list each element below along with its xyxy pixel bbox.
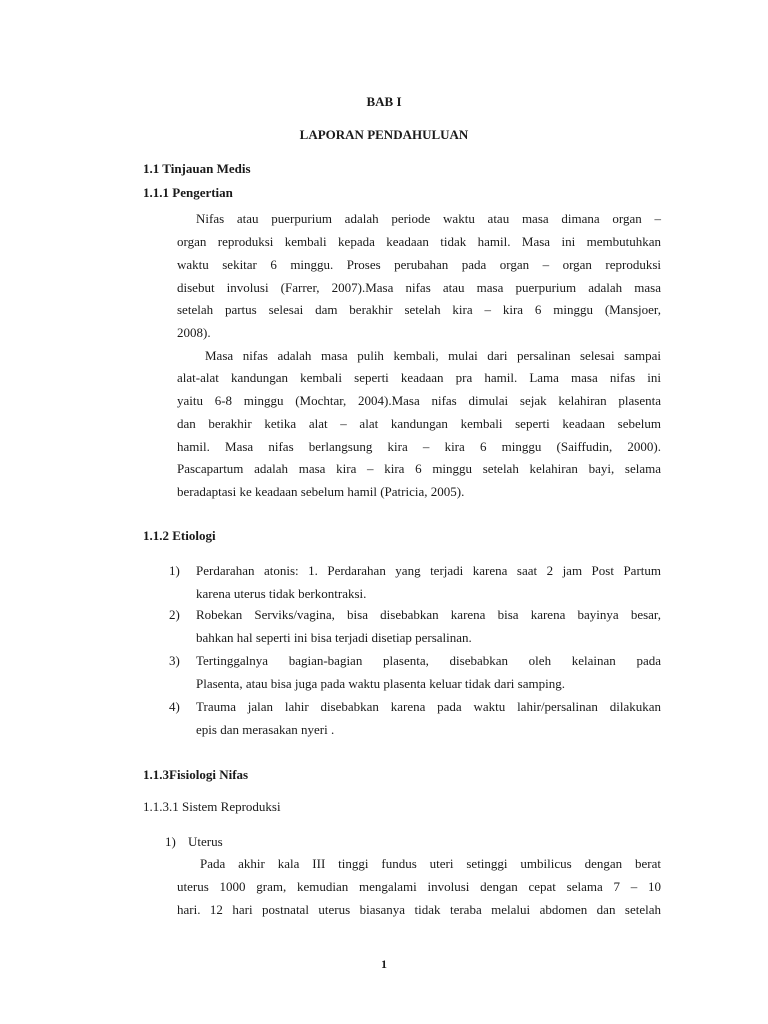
paragraph-line: Pada akhir kala III tinggi fundus uteri setinggi umbilicus dengan berat <box>200 856 661 871</box>
list-item-number: 2) <box>169 607 180 622</box>
list-item-line: Perdarahan atonis: 1. Perdarahan yang terjadi karena saat 2 jam Post Partum <box>196 563 661 578</box>
paragraph-line: alat-alat kandungan kembali seperti keadaan pra hamil. Lama masa nifas ini <box>177 370 661 385</box>
list-item-line: Tertinggalnya bagian-bagian plasenta, disebabkan oleh kelainan pada <box>196 653 661 668</box>
list-item-number: 3) <box>169 653 180 668</box>
document-title: LAPORAN PENDAHULUAN <box>299 127 469 142</box>
paragraph-line: 2008). <box>177 325 211 340</box>
list-item-number: 1) <box>169 563 180 578</box>
paragraph-line: dan berakhir ketika alat – alat kandungan kembali seperti keadaan sebelum <box>177 416 661 431</box>
list-item-line: Robekan Serviks/vagina, bisa disebabkan karena bisa karena bayinya besar, <box>196 607 661 622</box>
paragraph-line: waktu sekitar 6 minggu. Proses perubahan pada organ – organ reproduksi <box>177 257 661 272</box>
chapter-heading: BAB I <box>366 94 402 109</box>
section-heading-sistem-reproduksi: 1.1.3.1 Sistem Reproduksi <box>143 799 281 814</box>
list-item-line: Trauma jalan lahir disebabkan karena pada waktu lahir/persalinan dilakukan <box>196 699 661 714</box>
section-heading-etiologi: 1.1.2 Etiologi <box>143 528 216 543</box>
list-item-line: bahkan hal seperti ini bisa terjadi disetiap persalinan. <box>196 630 472 645</box>
paragraph-line: Pascapartum adalah masa kira – kira 6 minggu setelah kelahiran bayi, selama <box>177 461 661 476</box>
page-number: 1 <box>381 957 387 971</box>
paragraph-line: Nifas atau puerpurium adalah periode waktu atau masa dimana organ – <box>196 211 661 226</box>
paragraph-line: hari. 12 hari postnatal uterus biasanya tidak teraba melalui abdomen dan setelah <box>177 902 661 917</box>
paragraph-line: setelah partus selesai dam berakhir setelah kira – kira 6 minggu (Mansjoer, <box>177 302 661 317</box>
list-item-line: epis dan merasakan nyeri . <box>196 722 335 737</box>
paragraph-line: uterus 1000 gram, kemudian mengalami involusi dengan cepat selama 7 – 10 <box>177 879 661 894</box>
section-heading-tinjauan-medis: 1.1 Tinjauan Medis <box>143 161 251 176</box>
section-heading-pengertian: 1.1.1 Pengertian <box>143 185 233 200</box>
list-item-number: 4) <box>169 699 180 714</box>
paragraph-line: Masa nifas adalah masa pulih kembali, mulai dari persalinan selesai sampai <box>205 348 661 363</box>
list-item-line: Plasenta, atau bisa juga pada waktu plasenta keluar tidak dari samping. <box>196 676 565 691</box>
paragraph-line: beradaptasi ke keadaan sebelum hamil (Patricia, 2005). <box>177 484 465 499</box>
paragraph-line: yaitu 6-8 minggu (Mochtar, 2004).Masa nifas dimulai sejak kelahiran plasenta <box>177 393 661 408</box>
list-item-number: 1) <box>165 834 176 849</box>
list-item-label: Uterus <box>188 834 223 849</box>
paragraph-line: organ reproduksi kembali kepada keadaan tidak hamil. Masa ini membutuhkan <box>177 234 661 249</box>
list-item-line: karena uterus tidak berkontraksi. <box>196 586 367 601</box>
paragraph-line: hamil. Masa nifas berlangsung kira – kira 6 minggu (Saiffudin, 2000). <box>177 439 661 454</box>
paragraph-line: disebut involusi (Farrer, 2007).Masa nifas atau masa puerpurium adalah masa <box>177 280 661 295</box>
section-heading-fisiologi-nifas: 1.1.3Fisiologi Nifas <box>143 767 249 782</box>
